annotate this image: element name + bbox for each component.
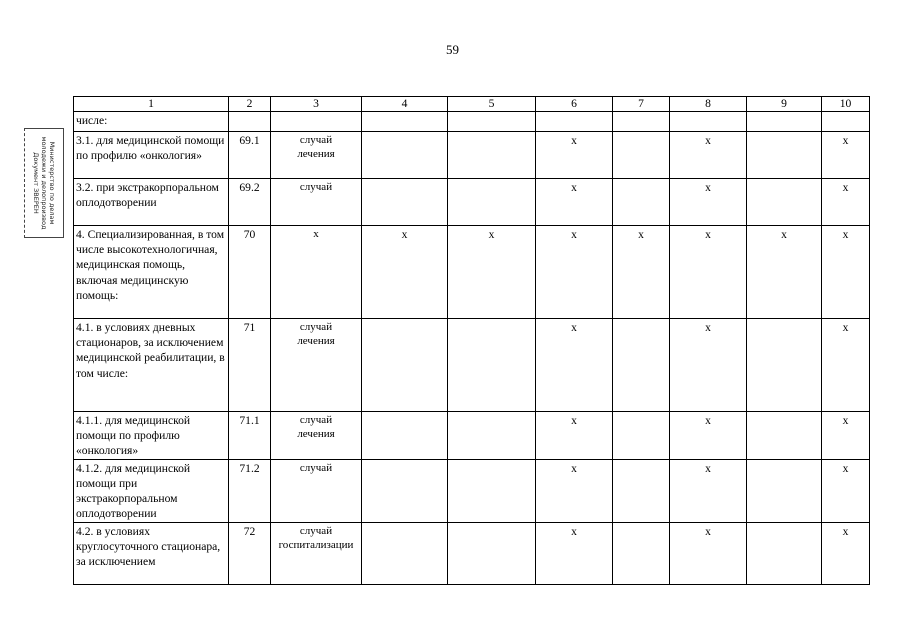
table-cell <box>670 112 747 132</box>
table-cell <box>613 179 670 226</box>
table-cell <box>362 132 448 179</box>
column-header: 4 <box>362 97 448 112</box>
row-label: числе: <box>74 112 229 132</box>
column-header: 6 <box>536 97 613 112</box>
unit-cell: случай <box>271 459 362 522</box>
row-code: 71.2 <box>229 459 271 522</box>
table-cell: х <box>670 522 747 584</box>
column-header: 3 <box>271 97 362 112</box>
unit-cell: случай лечения <box>271 132 362 179</box>
table-cell <box>613 132 670 179</box>
row-label: 4.1.1. для медицинской помощи по профилю «онкология» <box>74 412 229 460</box>
table-cell: х <box>670 319 747 412</box>
table-cell <box>362 522 448 584</box>
table-cell: х <box>822 132 870 179</box>
table-cell <box>448 112 536 132</box>
table-cell <box>448 412 536 460</box>
stamp-line: Документ ЗВЕРЕН <box>32 152 40 214</box>
row-label: 4. Специализированная, в том числе высокотехнологичная, медицинская помощь, включая медицинскую помощь: <box>74 226 229 319</box>
table-cell: х <box>670 132 747 179</box>
table-cell <box>822 112 870 132</box>
row-code <box>229 112 271 132</box>
row-label: 4.1. в условиях дневных стационаров, за исключением медицинской реабилитации, в том числе: <box>74 319 229 412</box>
row-code: 69.1 <box>229 132 271 179</box>
table-cell: х <box>670 179 747 226</box>
table-cell: х <box>536 522 613 584</box>
table-cell <box>536 112 613 132</box>
table-cell: х <box>822 226 870 319</box>
table-cell <box>362 459 448 522</box>
table-cell: х <box>822 459 870 522</box>
table-row <box>74 226 870 319</box>
page-number: 59 <box>446 42 459 57</box>
table-cell: х <box>613 226 670 319</box>
table-row <box>74 522 870 584</box>
table-cell: х <box>536 319 613 412</box>
stamp <box>24 128 64 238</box>
column-header: 10 <box>822 97 870 112</box>
table-cell <box>362 412 448 460</box>
table-cell <box>747 412 822 460</box>
table-cell <box>362 319 448 412</box>
table-header-row <box>74 97 870 112</box>
row-code: 71.1 <box>229 412 271 460</box>
row-label: 4.1.2. для медицинской помощи при экстракорпоральном оплодотворении <box>74 459 229 522</box>
table-cell: х <box>536 132 613 179</box>
table-cell: х <box>536 226 613 319</box>
table-cell: х <box>448 226 536 319</box>
table-cell: х <box>822 179 870 226</box>
table-cell <box>362 179 448 226</box>
table-cell: х <box>747 226 822 319</box>
table-cell <box>747 459 822 522</box>
row-label: 3.2. при экстракорпоральном оплодотворении <box>74 179 229 226</box>
column-header: 9 <box>747 97 822 112</box>
table-cell <box>613 522 670 584</box>
table-row <box>74 179 870 226</box>
row-code: 71 <box>229 319 271 412</box>
unit-cell: случай лечения <box>271 319 362 412</box>
table-cell <box>448 522 536 584</box>
column-header: 1 <box>74 97 229 112</box>
table-cell: х <box>362 226 448 319</box>
stamp-line: молодежи и делопроизвод <box>40 136 48 230</box>
unit-cell: случай <box>271 179 362 226</box>
table-cell <box>613 412 670 460</box>
column-header: 8 <box>670 97 747 112</box>
table-cell <box>448 179 536 226</box>
table-row <box>74 319 870 412</box>
table-cell <box>747 522 822 584</box>
row-label: 4.2. в условиях круглосуточного стационара, за исключением <box>74 522 229 584</box>
table-cell: х <box>670 412 747 460</box>
table-cell: х <box>536 179 613 226</box>
table-cell <box>448 319 536 412</box>
table-cell <box>362 112 448 132</box>
column-header: 2 <box>229 97 271 112</box>
table-row <box>74 459 870 522</box>
table-cell <box>448 132 536 179</box>
unit-cell: х <box>271 226 362 319</box>
table-cell: х <box>822 522 870 584</box>
stamp-text <box>32 137 56 230</box>
column-header: 5 <box>448 97 536 112</box>
table-row <box>74 132 870 179</box>
unit-cell: случай госпитализации <box>271 522 362 584</box>
table-cell: х <box>536 412 613 460</box>
table-cell <box>747 179 822 226</box>
table-cell: х <box>670 459 747 522</box>
table-cell <box>747 132 822 179</box>
table-cell <box>613 319 670 412</box>
table-cell <box>613 459 670 522</box>
row-code: 69.2 <box>229 179 271 226</box>
row-label: 3.1. для медицинской помощи по профилю «онкология» <box>74 132 229 179</box>
table-cell: х <box>670 226 747 319</box>
row-code: 72 <box>229 522 271 584</box>
table-cell <box>613 112 670 132</box>
column-header: 7 <box>613 97 670 112</box>
data-table <box>73 96 870 585</box>
table-cell: х <box>822 319 870 412</box>
unit-cell: случай лечения <box>271 412 362 460</box>
table-cell: х <box>536 459 613 522</box>
table-cell <box>747 319 822 412</box>
table-row <box>74 412 870 460</box>
table-row <box>74 112 870 132</box>
table-cell <box>448 459 536 522</box>
row-code: 70 <box>229 226 271 319</box>
table-cell <box>747 112 822 132</box>
stamp-line: Министерство по делам <box>48 141 56 225</box>
table-cell: х <box>822 412 870 460</box>
unit-cell <box>271 112 362 132</box>
